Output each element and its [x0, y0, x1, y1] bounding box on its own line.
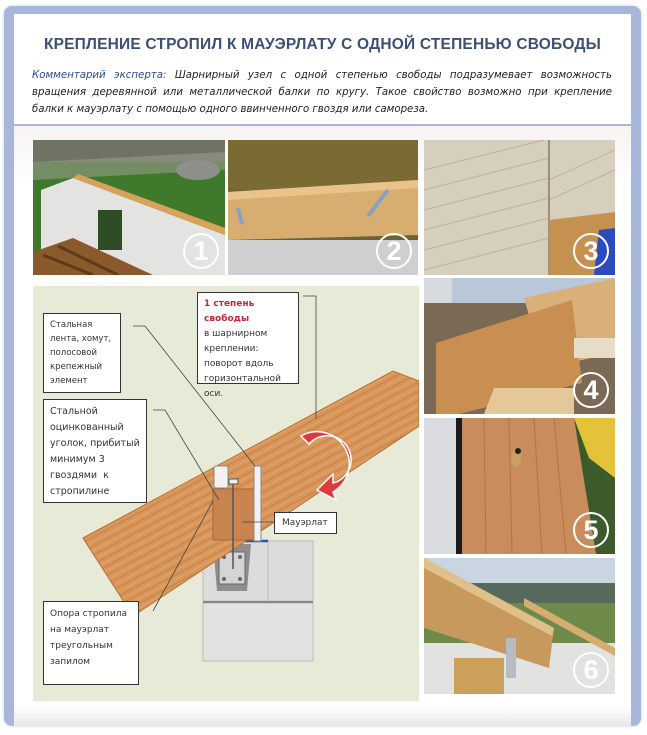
steel-angle	[214, 466, 228, 488]
steel-band	[254, 466, 261, 541]
label-steel-angle	[43, 399, 147, 503]
content-area	[14, 126, 631, 714]
page-panel	[14, 14, 631, 714]
label-steel-angle-line: минимум 3	[50, 454, 105, 465]
label-support-line: треугольным	[50, 641, 113, 651]
label-steel-angle-line: стропилине	[50, 486, 110, 497]
photo-4	[424, 278, 615, 414]
label-steel-band-line: элемент	[50, 376, 88, 386]
photo-number-3: 3	[573, 233, 609, 269]
label-support-line: запилом	[50, 657, 91, 667]
photo-5	[424, 418, 615, 554]
page-title: КРЕПЛЕНИЕ СТРОПИЛ К МАУЭРЛАТУ С ОДНОЙ СТЕПЕНЬЮ СВОБОДЫ	[43, 36, 602, 53]
label-freedom-line: поворот вдоль	[204, 359, 274, 369]
photo-number-1: 1	[183, 233, 219, 269]
comment-lead: Комментарий эксперта:	[32, 70, 167, 81]
wall-block-lower	[203, 603, 313, 661]
label-support-line: на мауэрлат	[50, 625, 110, 635]
photo-3	[424, 140, 615, 275]
label-freedom-degree	[197, 292, 299, 399]
label-rafter-support	[43, 601, 139, 685]
comment-text: Шарнирный узел с одной степенью свободы подразумевает возможность вращения деревянной или металлической балки по кругу. Такое свойство возможно при крепление балки к мауэрлату с помощью одного ввинченного гвоздя или самореза.	[32, 70, 612, 115]
label-freedom-line: горизонтальной	[204, 374, 282, 384]
label-support-line: Опора стропила	[50, 609, 127, 619]
label-mauerlat	[274, 512, 337, 534]
label-steel-angle-line: оцинкованный	[50, 422, 124, 433]
bottom-shadow	[14, 706, 631, 726]
label-steel-angle-line: Стальной	[50, 406, 98, 417]
label-freedom-line: в шарнирном	[204, 329, 268, 339]
label-steel-band-line: крепежный	[50, 362, 102, 372]
photo-number-6: 6	[573, 652, 609, 688]
label-mauerlat-text: Мауэрлат	[282, 518, 328, 528]
label-freedom-line: оси.	[204, 389, 224, 399]
label-freedom-line: креплении:	[204, 344, 259, 354]
label-steel-angle-line: гвоздями к	[50, 470, 109, 481]
label-steel-band	[43, 313, 121, 393]
photo-2	[228, 140, 418, 275]
photo-number-4: 4	[573, 372, 609, 408]
label-steel-band-line: полосовой	[50, 348, 97, 358]
label-steel-angle-line: уголок, прибитый	[50, 438, 140, 449]
expert-comment	[32, 67, 612, 118]
label-steel-band-line: лента, хомут,	[50, 334, 112, 344]
label-steel-band-line: Стальная	[50, 320, 93, 330]
photo-number-2: 2	[376, 233, 412, 269]
photo-number-5: 5	[573, 512, 609, 548]
rafter-joint-diagram	[33, 286, 419, 701]
page-frame	[4, 6, 641, 726]
photo-6	[424, 558, 615, 694]
label-freedom-title: 1 степень свободы	[204, 299, 255, 324]
photo-1	[33, 140, 225, 275]
